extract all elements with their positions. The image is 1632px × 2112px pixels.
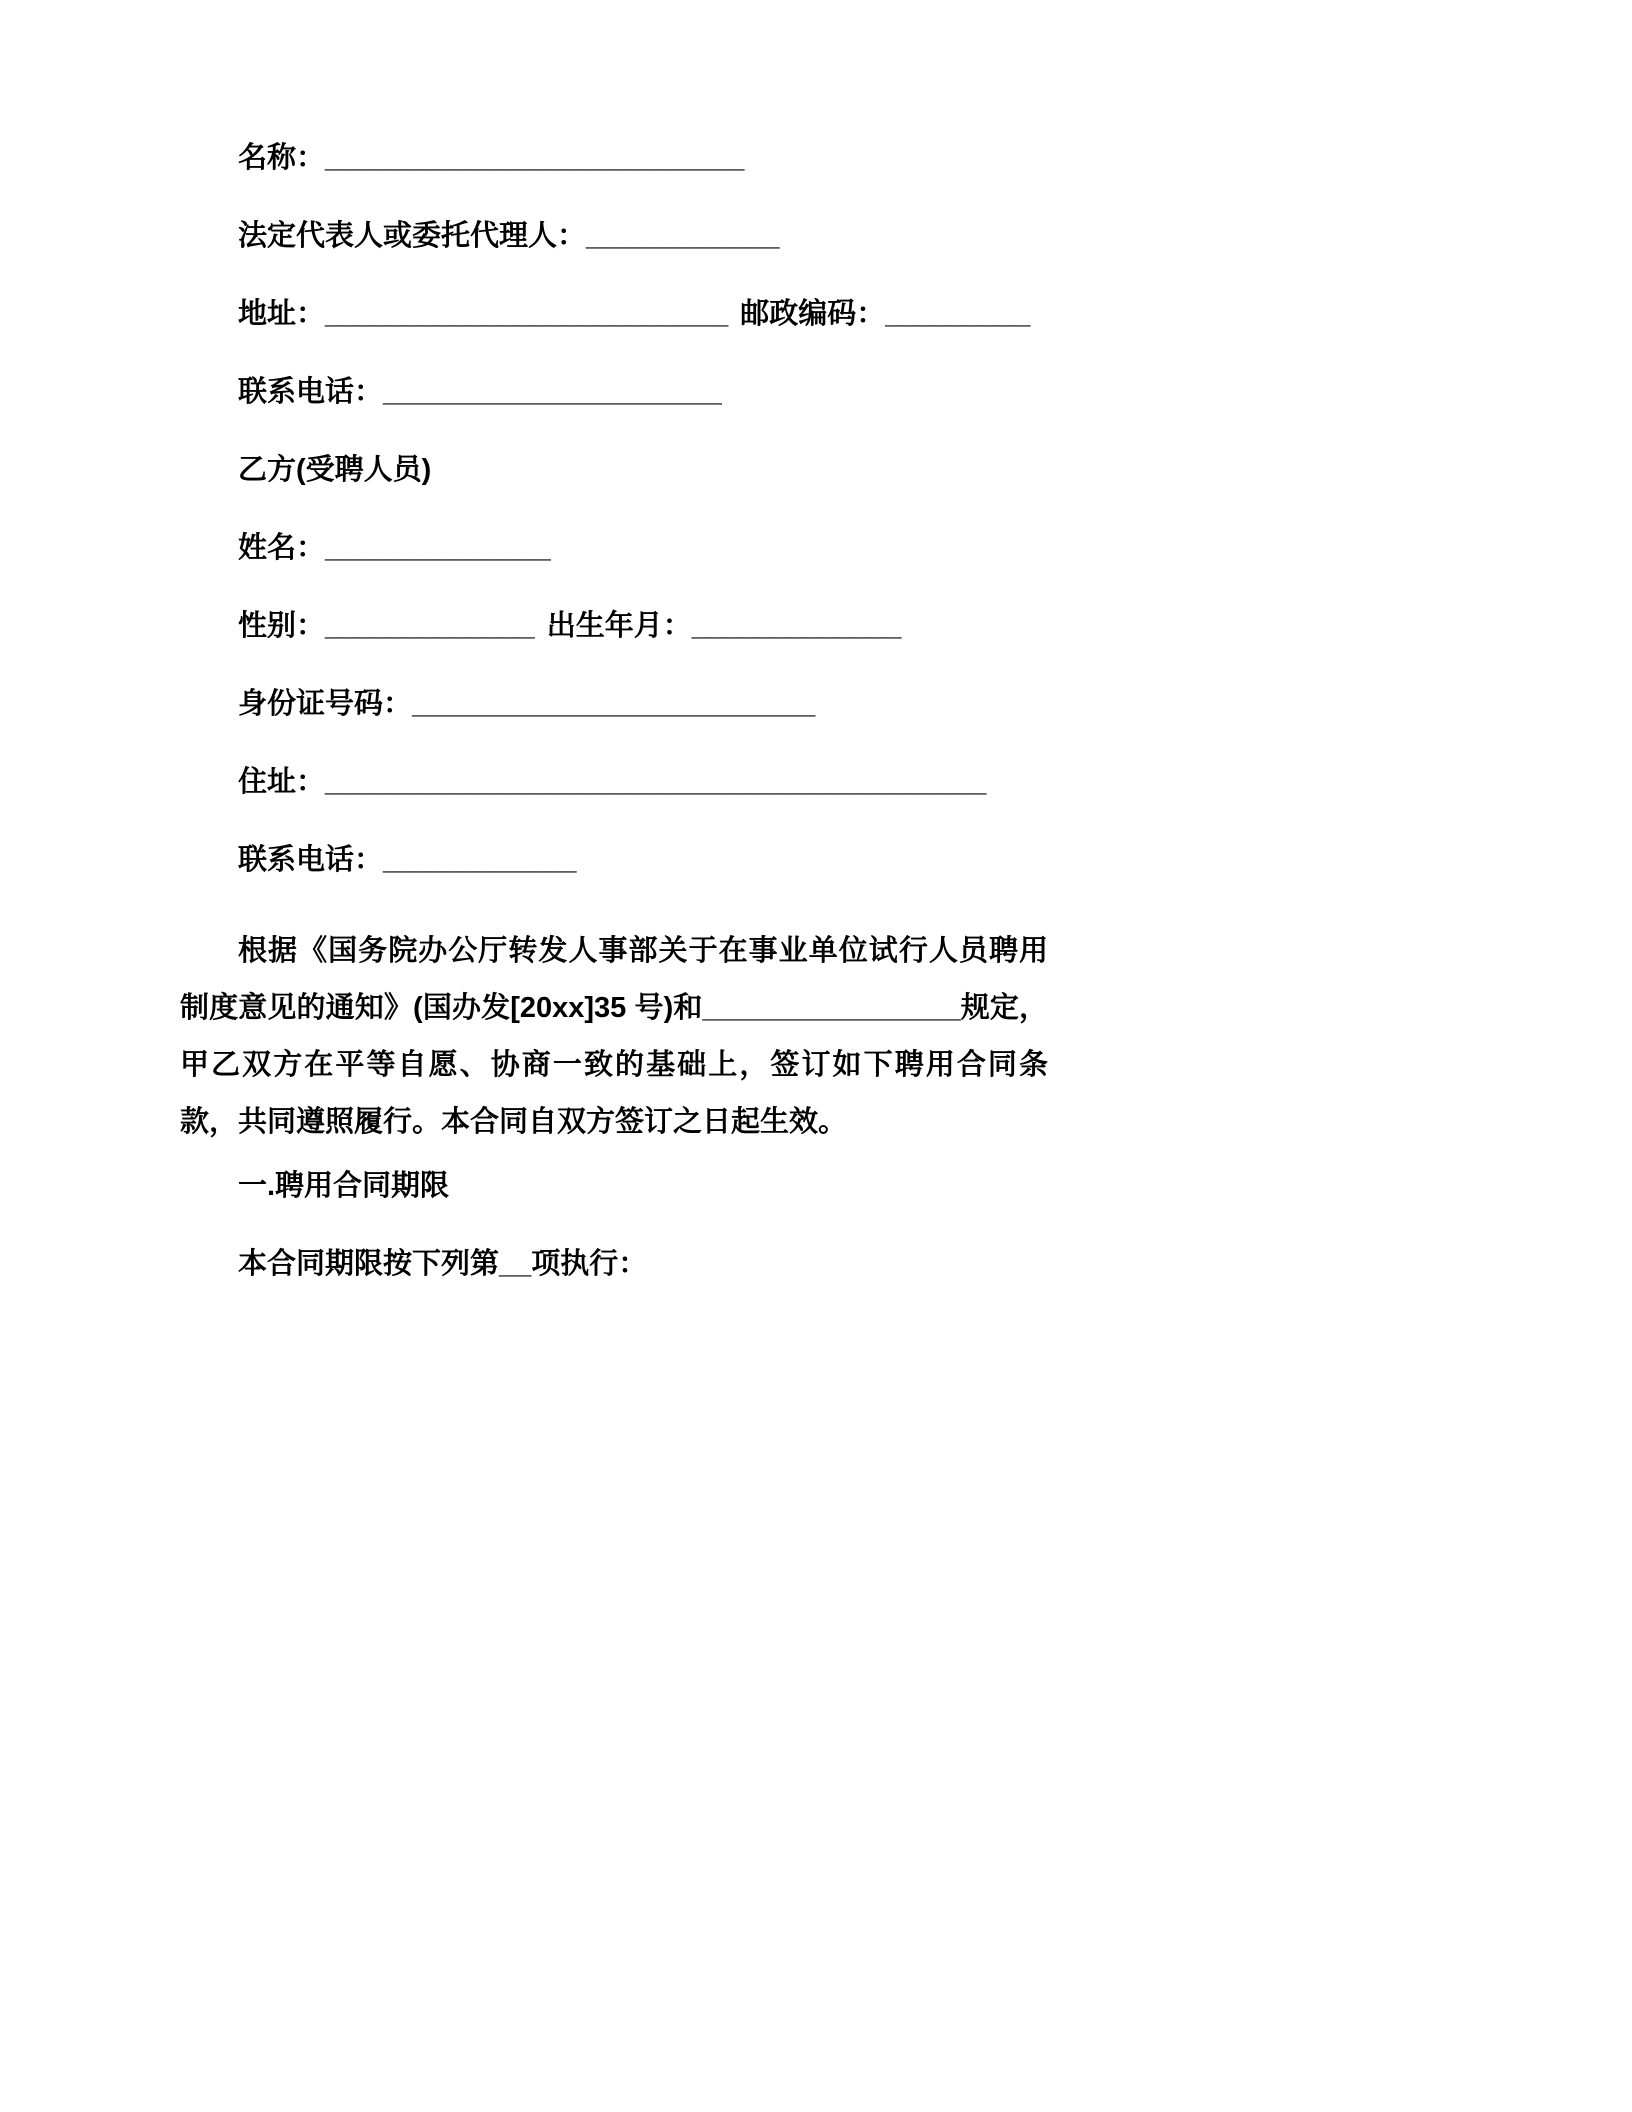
party-b-address-line	[180, 767, 1048, 798]
party-a-address-line	[180, 299, 1048, 330]
party-a-name-blank: __________________________	[325, 142, 745, 174]
party-a-phone-line	[180, 377, 1048, 408]
party-b-gender-blank: _____________	[325, 610, 535, 642]
party-b-name-label: 姓名：	[238, 532, 326, 564]
party-b-heading	[180, 455, 1048, 486]
preamble-paragraph	[180, 923, 1048, 1151]
document-content	[180, 143, 1048, 1327]
section1-heading-text: 一.聘用合同期限	[238, 1170, 450, 1202]
party-b-address-blank: _________________________________________	[325, 766, 987, 798]
party-b-heading-text: 乙方(受聘人员)	[238, 454, 432, 486]
party-a-name-line	[180, 143, 1048, 174]
party-b-id-label: 身份证号码：	[238, 688, 413, 720]
party-b-phone-blank: ____________	[383, 844, 577, 876]
party-a-representative-label: 法定代表人或委托代理人：	[238, 220, 587, 252]
preamble-text-1: 根据《国务院办公厅转发人事部关于在事业单位试行人员聘用制度意见的通知》(国办发[20xx]35 号)和	[180, 935, 1048, 1024]
section1-heading	[180, 1171, 1048, 1202]
party-b-gender-birth-line	[180, 611, 1048, 642]
party-b-id-blank: _________________________	[412, 688, 816, 720]
party-b-name-line	[180, 533, 1048, 564]
party-b-phone-line	[180, 845, 1048, 876]
preamble-text-2: 规定，甲乙双方在平等自愿、协商一致的基础上，签订如下聘用合同条款，共同遵照履行。本合同自双方签订之日起生效。	[180, 992, 1048, 1138]
party-b-gender-label: 性别：	[238, 610, 326, 642]
party-a-postcode-blank: _________	[885, 298, 1031, 330]
section1-term-text-2: 项执行：	[531, 1248, 648, 1280]
party-a-phone-blank: _____________________	[383, 376, 722, 408]
party-a-postcode-label: 邮政编码：	[740, 298, 886, 330]
party-a-name-label: 名称：	[238, 142, 326, 174]
party-b-birth-blank: _____________	[691, 610, 902, 642]
section1-term-line	[180, 1249, 1048, 1280]
party-a-representative-line	[180, 221, 1048, 252]
party-a-address-blank: _________________________	[325, 298, 729, 330]
section1-term-text-1: 本合同期限按下列第	[238, 1248, 500, 1280]
party-b-phone-label: 联系电话：	[238, 844, 384, 876]
party-b-address-label: 住址：	[238, 766, 326, 798]
section1-term-blank: __	[499, 1248, 532, 1280]
party-a-representative-blank: ____________	[586, 220, 780, 252]
party-b-id-line	[180, 689, 1048, 720]
party-a-phone-label: 联系电话：	[238, 376, 384, 408]
preamble-blank: ________________	[702, 992, 961, 1024]
party-a-address-label: 地址：	[238, 298, 326, 330]
party-b-birth-label: 出生年月：	[546, 610, 692, 642]
party-b-name-blank: ______________	[325, 532, 551, 564]
